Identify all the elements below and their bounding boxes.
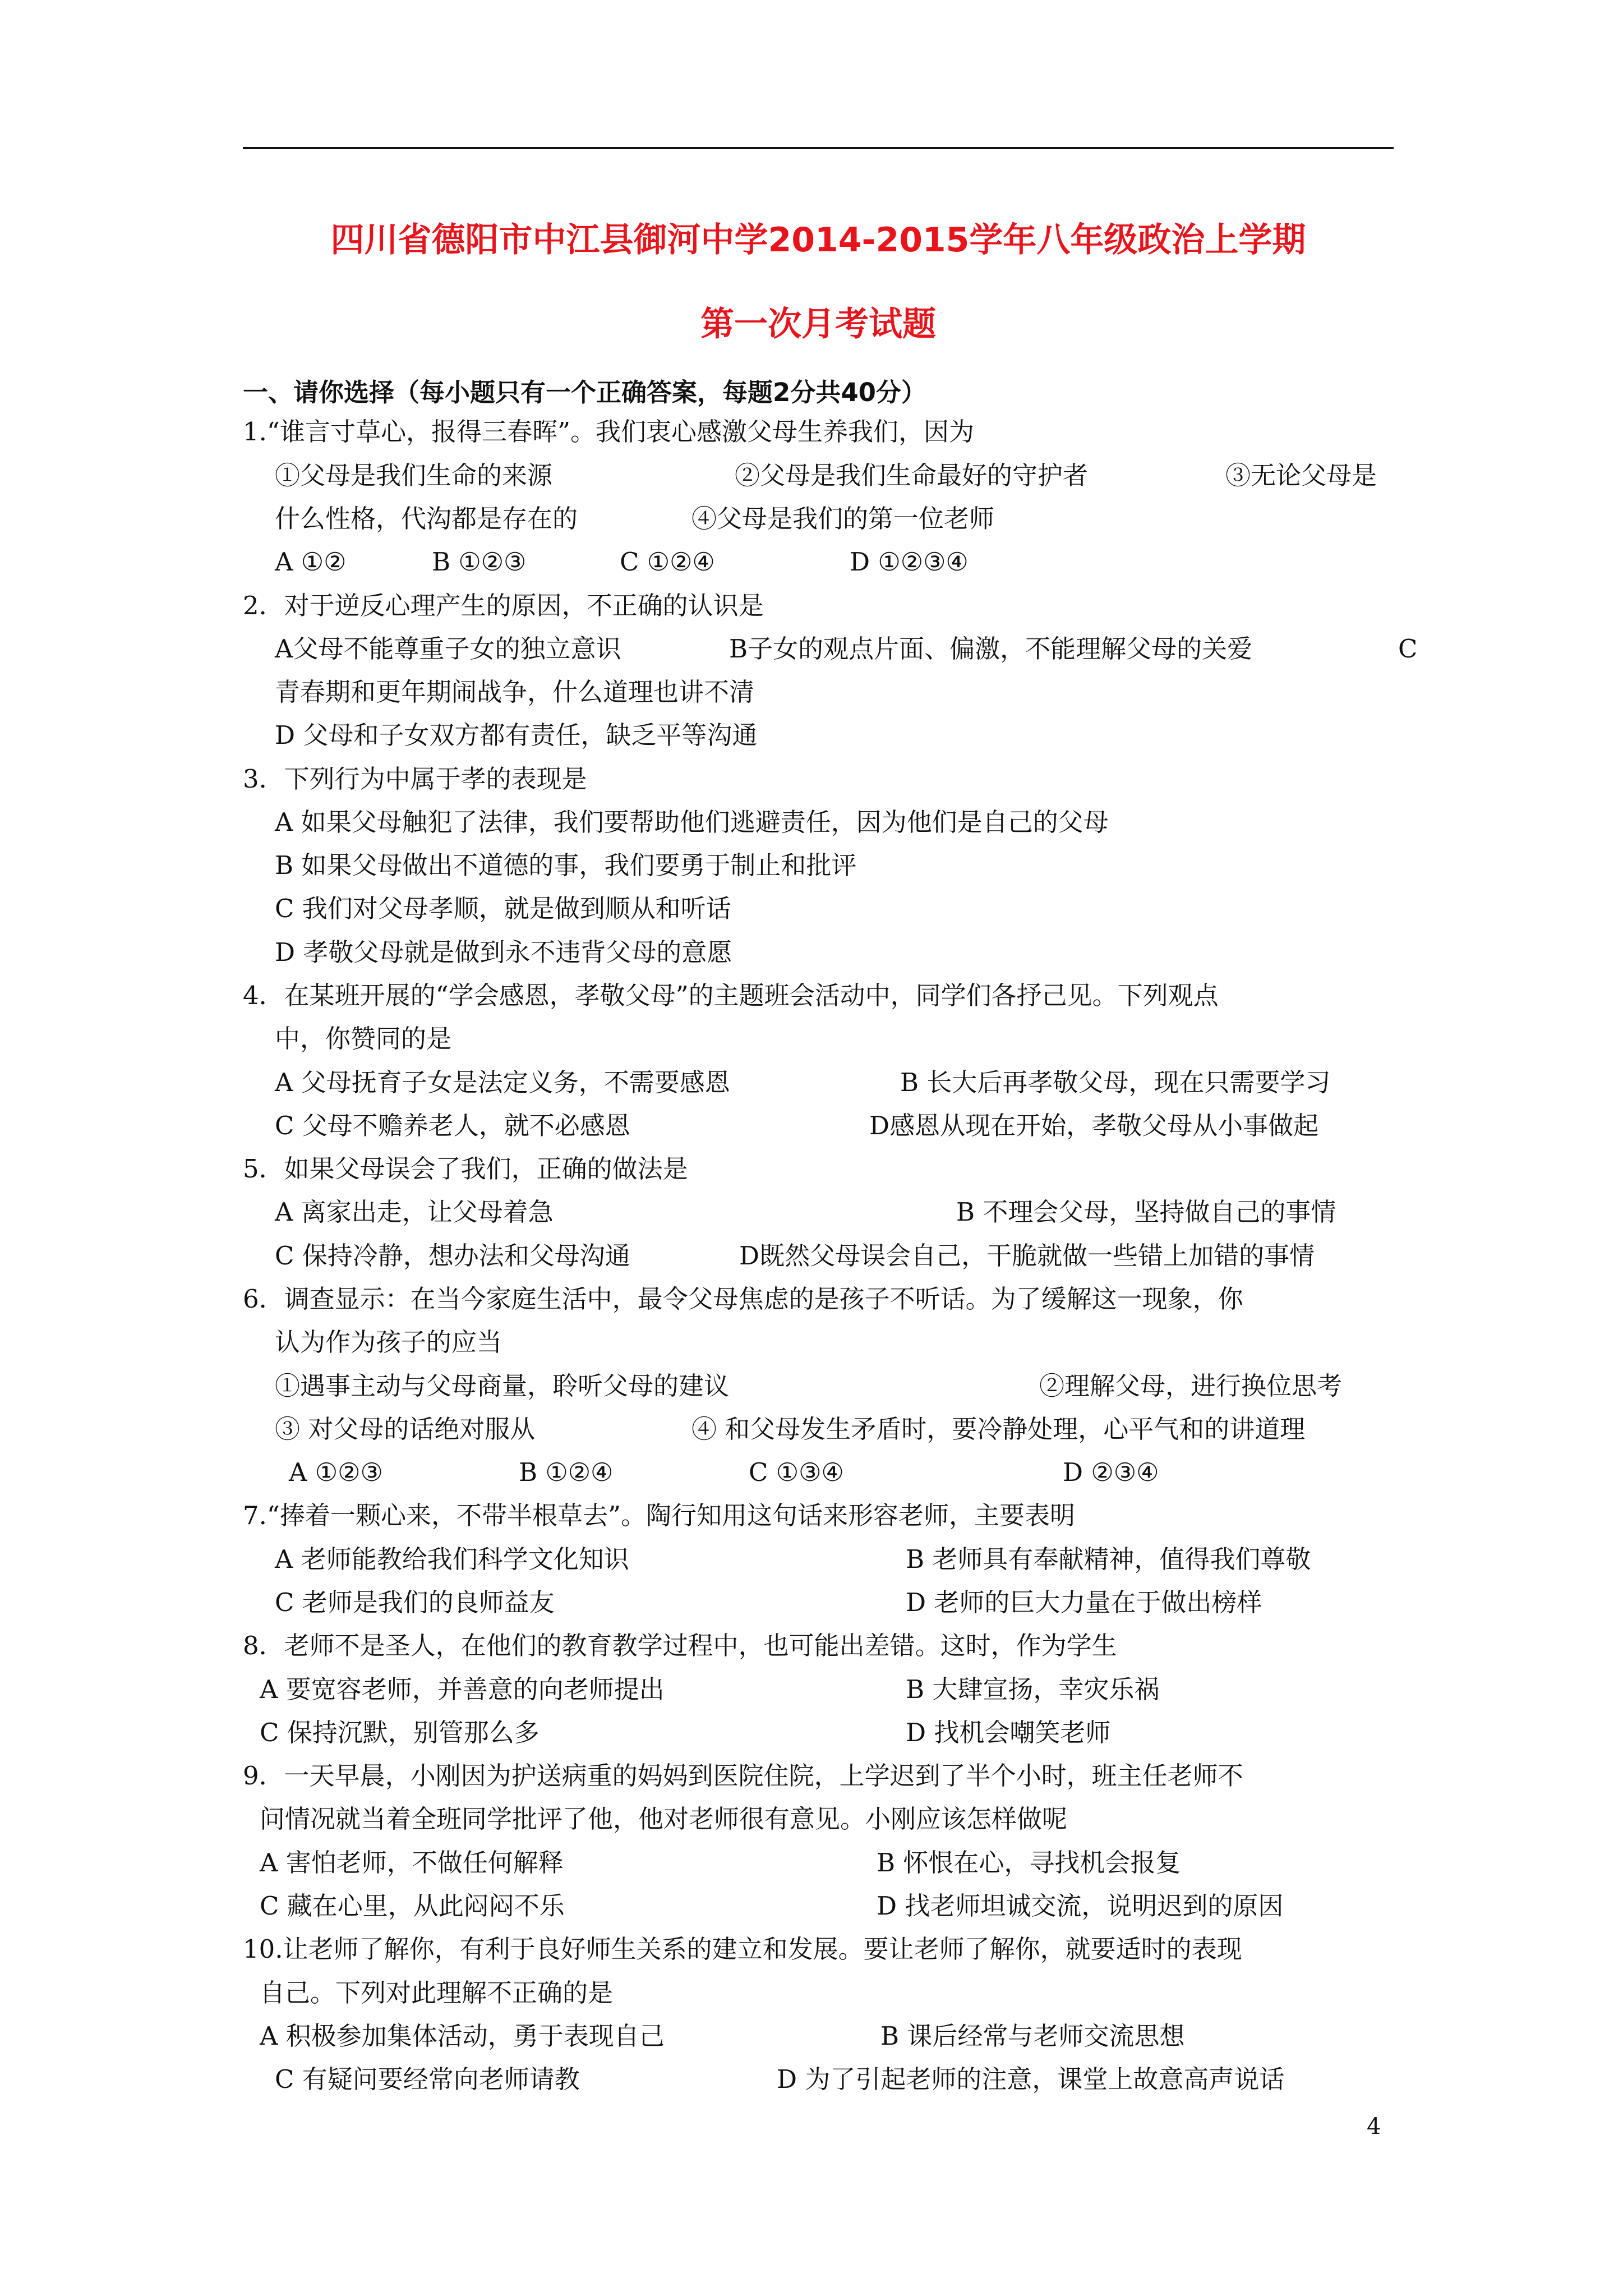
question-8-option-c: C 保持沉默，别管那么多 bbox=[260, 1718, 540, 1747]
question-3-option-b: B 如果父母做出不道德的事，我们要勇于制止和批评 bbox=[275, 850, 857, 880]
question-6-option-c: C ①③④ bbox=[749, 1457, 844, 1487]
question-3-stem: 3．下列行为中属于孝的表现是 bbox=[243, 764, 587, 794]
question-2-option-c: C bbox=[1398, 634, 1418, 664]
question-4-stem-line-1: 4．在某班开展的“学会感恩，孝敬父母”的主题班会活动中，同学们各抒己见。下列观点 bbox=[243, 981, 1219, 1010]
question-9-option-b: B 怀恨在心，寻找机会报复 bbox=[877, 1848, 1181, 1878]
question-6-option-b: B ①②④ bbox=[519, 1457, 614, 1487]
question-1-item-2: ②父母是我们生命最好的守护者 bbox=[735, 461, 1089, 490]
exam-title-line-2: 第一次月考试题 bbox=[700, 305, 936, 344]
question-8-option-b: B 大肆宣扬，幸灾乐祸 bbox=[906, 1674, 1160, 1704]
question-1-item-1: ①父母是我们生命的来源 bbox=[275, 461, 553, 490]
question-6-item-4: ④ 和父母发生矛盾时，要冷静处理，心平气和的讲道理 bbox=[691, 1414, 1306, 1444]
question-1-item-3-cont: 什么性格，代沟都是存在的 bbox=[275, 504, 578, 533]
header-rule bbox=[243, 147, 1394, 149]
question-10-option-d: D 为了引起老师的注意，课堂上故意高声说话 bbox=[777, 2064, 1285, 2094]
question-6-item-1: ①遇事主动与父母商量，聆听父母的建议 bbox=[275, 1371, 730, 1401]
question-5-option-a: A 离家出走，让父母着急 bbox=[275, 1197, 554, 1227]
question-7-option-b: B 老师具有奉献精神，值得我们尊敬 bbox=[906, 1544, 1311, 1574]
question-2-option-c-cont: 青春期和更年期闹战争，什么道理也讲不清 bbox=[275, 677, 755, 707]
question-10-option-a: A 积极参加集体活动，勇于表现自己 bbox=[260, 2021, 665, 2051]
question-7-option-a: A 老师能教给我们科学文化知识 bbox=[275, 1544, 629, 1574]
question-4-option-a: A 父母抚育子女是法定义务，不需要感恩 bbox=[275, 1068, 730, 1097]
question-1-stem: 1.“谁言寸草心，报得三春晖”。我们衷心感激父母生养我们，因为 bbox=[243, 417, 974, 447]
question-1-item-4: ④父母是我们的第一位老师 bbox=[691, 504, 995, 533]
question-5-option-d: D既然父母误会自己，干脆就做一些错上加错的事情 bbox=[739, 1241, 1315, 1271]
question-9-option-c: C 藏在心里，从此闷闷不乐 bbox=[260, 1891, 565, 1921]
question-6-item-2: ②理解父母，进行换位思考 bbox=[1039, 1371, 1343, 1401]
question-9-stem-line-1: 9．一天早晨，小刚因为护送病重的妈妈到医院住院，上学迟到了半个小时，班主任老师不 bbox=[243, 1761, 1243, 1791]
question-1-item-3: ③无论父母是 bbox=[1225, 461, 1377, 490]
question-8-stem: 8．老师不是圣人，在他们的教育教学过程中，也可能出差错。这时，作为学生 bbox=[243, 1631, 1117, 1660]
question-3-option-a: A 如果父母触犯了法律，我们要帮助他们逃避责任，因为他们是自己的父母 bbox=[275, 807, 1109, 837]
question-1-option-a: A ①② bbox=[275, 547, 347, 577]
question-3-option-c: C 我们对父母孝顺，就是做到顺从和听话 bbox=[275, 894, 731, 923]
question-6-option-a: A ①②③ bbox=[289, 1457, 383, 1487]
section-heading: 一、请你选择（每小题只有一个正确答案，每题2分共40分） bbox=[243, 378, 926, 407]
exam-title-line-1: 四川省德阳市中江县御河中学2014-2015学年八年级政治上学期 bbox=[330, 220, 1306, 260]
question-7-stem: 7.“捧着一颗心来，不带半根草去”。陶行知用这句话来形容老师，主要表明 bbox=[243, 1501, 1075, 1530]
question-8-option-a: A 要宽容老师，并善意的向老师提出 bbox=[260, 1674, 665, 1704]
question-7-option-c: C 老师是我们的良师益友 bbox=[275, 1588, 555, 1617]
question-5-option-c: C 保持冷静，想办法和父母沟通 bbox=[275, 1241, 630, 1271]
question-2-stem: 2．对于逆反心理产生的原因，不正确的认识是 bbox=[243, 591, 764, 620]
question-5-stem: 5．如果父母误会了我们，正确的做法是 bbox=[243, 1154, 688, 1184]
question-1-option-d: D ①②③④ bbox=[850, 547, 969, 577]
question-7-option-d: D 老师的巨大力量在于做出榜样 bbox=[906, 1588, 1262, 1617]
question-4-stem-line-2: 中，你赞同的是 bbox=[275, 1024, 452, 1053]
question-1-option-b: B ①②③ bbox=[432, 547, 527, 577]
question-9-option-a: A 害怕老师，不做任何解释 bbox=[260, 1848, 564, 1878]
page-number: 4 bbox=[1367, 2114, 1381, 2139]
question-4-option-b: B 长大后再孝敬父母，现在只需要学习 bbox=[900, 1068, 1331, 1097]
question-3-option-d: D 孝敬父母就是做到永不违背父母的意愿 bbox=[275, 937, 732, 967]
question-6-stem-line-2: 认为作为孩子的应当 bbox=[275, 1327, 502, 1357]
question-4-option-c: C 父母不赡养老人，就不必感恩 bbox=[275, 1111, 630, 1140]
question-9-option-d: D 找老师坦诚交流，说明迟到的原因 bbox=[877, 1891, 1284, 1921]
question-6-option-d: D ②③④ bbox=[1063, 1457, 1159, 1487]
question-6-stem-line-1: 6．调查显示：在当今家庭生活中，最令父母焦虑的是孩子不听话。为了缓解这一现象，你 bbox=[243, 1284, 1243, 1314]
question-10-stem-line-2: 自己。下列对此理解不正确的是 bbox=[260, 1978, 614, 2008]
question-8-option-d: D 找机会嘲笑老师 bbox=[906, 1718, 1111, 1747]
question-4-option-d: D感恩从现在开始，孝敬父母从小事做起 bbox=[869, 1111, 1319, 1140]
question-5-option-b: B 不理会父母，坚持做自己的事情 bbox=[956, 1197, 1336, 1227]
question-10-option-c: C 有疑问要经常向老师请教 bbox=[275, 2064, 580, 2094]
question-1-option-c: C ①②④ bbox=[620, 547, 715, 577]
question-2-option-b: B子女的观点片面、偏激，不能理解父母的关爱 bbox=[729, 634, 1253, 664]
question-9-stem-line-2: 问情况就当着全班同学批评了他，他对老师很有意见。小刚应该怎样做呢 bbox=[260, 1804, 1068, 1834]
question-10-stem-line-1: 10.让老师了解你，有利于良好师生关系的建立和发展。要让老师了解你，就要适时的表现 bbox=[243, 1934, 1242, 1964]
question-2-option-d: D 父母和子女双方都有责任，缺乏平等沟通 bbox=[275, 720, 758, 750]
question-10-option-b: B 课后经常与老师交流思想 bbox=[880, 2021, 1185, 2051]
question-6-item-3: ③ 对父母的话绝对服从 bbox=[275, 1414, 536, 1444]
question-2-option-a: A父母不能尊重子女的独立意识 bbox=[275, 634, 621, 664]
